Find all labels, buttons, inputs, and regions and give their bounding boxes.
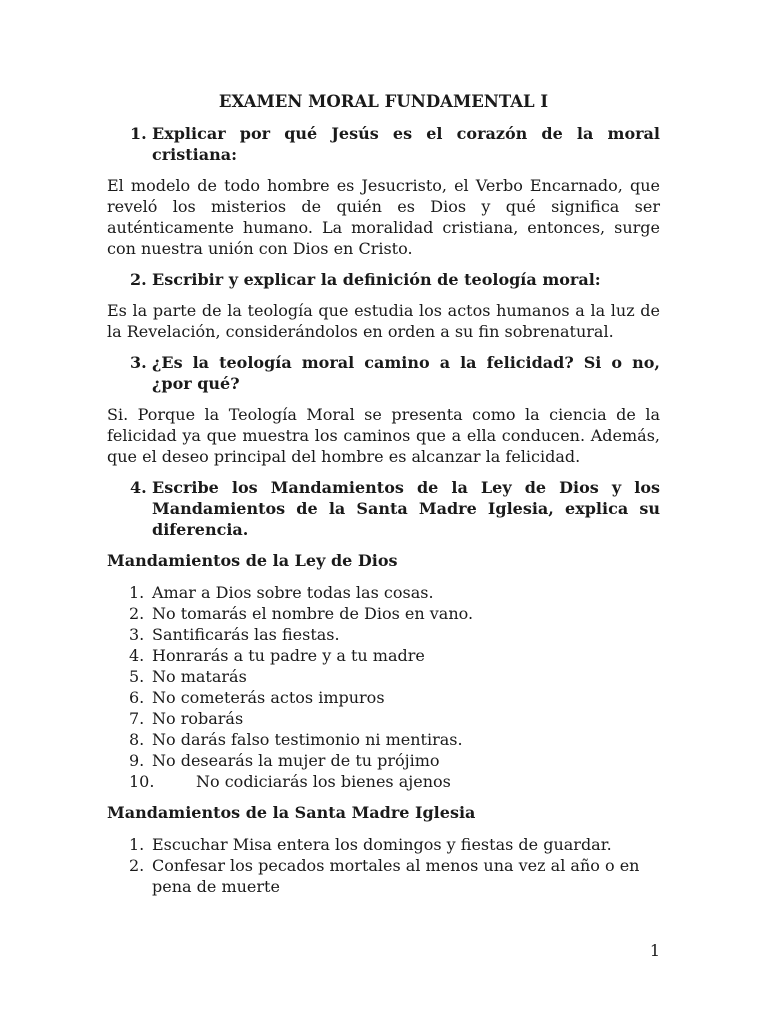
list-item-number: 9. <box>129 751 145 770</box>
ley-de-dios-heading: Mandamientos de la Ley de Dios <box>107 551 398 570</box>
list-item-text: No cometerás actos impuros <box>152 688 385 707</box>
list-item-text: No desearás la mujer de tu prójimo <box>152 751 440 770</box>
list-item <box>107 645 660 666</box>
answer-1: El modelo de todo hombre es Jesucristo, el Verbo Encarnado, que reveló los misterios de quién es Dios y qué significa ser auténticamente humano. La moralidad cristiana, entonces, surge con nuestra unión con Dios en Cristo. <box>107 176 660 258</box>
list-item-number: 4. <box>129 646 145 665</box>
list-item-number: 2. <box>129 856 145 875</box>
list-item <box>107 708 660 729</box>
question-text: Escribe los Mandamientos de la Ley de Dios y los Mandamientos de la Santa Madre Iglesia, explica su diferencia. <box>152 478 660 539</box>
list-item-number: 2. <box>129 604 145 623</box>
list-item <box>107 729 660 750</box>
list-item-number: 1. <box>129 835 145 854</box>
list-item-text: Confesar los pecados mortales al menos una vez al año o en pena de muerte <box>152 856 640 896</box>
page-number: 1 <box>649 941 660 960</box>
list-item-number: 8. <box>129 730 145 749</box>
document-title: EXAMEN MORAL FUNDAMENTAL I <box>218 92 549 111</box>
list-item-text: Honrarás a tu padre y a tu madre <box>152 646 425 665</box>
list-item <box>107 750 660 771</box>
list-item <box>107 771 660 792</box>
iglesia-heading: Mandamientos de la Santa Madre Iglesia <box>107 803 476 822</box>
question-number: 3. <box>130 353 147 372</box>
ley-de-dios-list <box>107 582 660 792</box>
list-item-number: 5. <box>129 667 145 686</box>
answer-3: Si. Porque la Teología Moral se presenta como la ciencia de la felicidad ya que muestra los caminos que a ella conducen. Además, que el deseo principal del hombre es alcanzar la felicidad. <box>107 405 660 466</box>
question-number: 2. <box>130 270 147 289</box>
question-1 <box>107 123 660 165</box>
question-4 <box>107 477 660 540</box>
question-2 <box>107 269 660 290</box>
list-item-number: 3. <box>129 625 145 644</box>
list-item <box>107 855 660 897</box>
list-item-text: No tomarás el nombre de Dios en vano. <box>152 604 474 623</box>
list-item-number: 6. <box>129 688 145 707</box>
list-item-text: Santificarás las fiestas. <box>152 625 340 644</box>
list-item <box>107 834 660 855</box>
question-number: 1. <box>130 124 147 143</box>
list-item-text: No matarás <box>152 667 247 686</box>
list-item <box>107 624 660 645</box>
list-item <box>107 582 660 603</box>
answer-2: Es la parte de la teología que estudia los actos humanos a la luz de la Revelación, considerándolos en orden a su fin sobrenatural. <box>107 301 660 341</box>
list-item-text: Amar a Dios sobre todas las cosas. <box>152 583 434 602</box>
question-3 <box>107 352 660 394</box>
list-item <box>107 687 660 708</box>
list-item-text: No robarás <box>152 709 244 728</box>
list-item-number: 10. <box>129 772 155 791</box>
document-page <box>107 90 660 907</box>
list-item-number: 7. <box>129 709 145 728</box>
question-text: ¿Es la teología moral camino a la felicidad? Si o no, ¿por qué? <box>152 353 660 393</box>
list-item-number: 1. <box>129 583 145 602</box>
question-text: Explicar por qué Jesús es el corazón de la moral cristiana: <box>152 124 660 164</box>
list-item-text: No darás falso testimonio ni mentiras. <box>152 730 463 749</box>
question-number: 4. <box>130 478 147 497</box>
list-item <box>107 666 660 687</box>
list-item-text: No codiciarás los bienes ajenos <box>196 772 451 791</box>
list-item-text: Escuchar Misa entera los domingos y fiestas de guardar. <box>152 835 612 854</box>
iglesia-list <box>107 834 660 897</box>
list-item <box>107 603 660 624</box>
question-text: Escribir y explicar la definición de teología moral: <box>152 270 601 289</box>
